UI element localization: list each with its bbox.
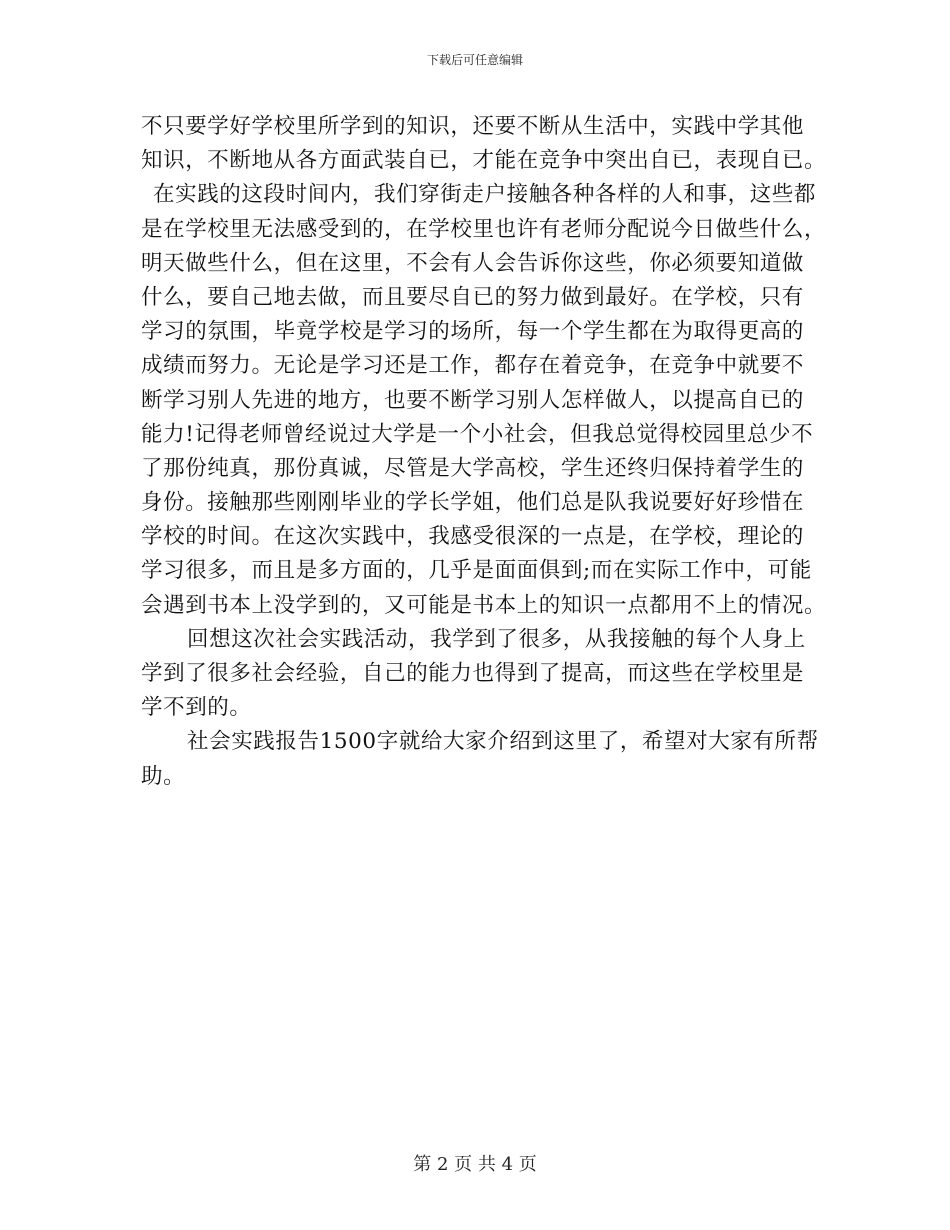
page-header: 下载后可任意编辑 bbox=[426, 53, 523, 67]
body-text bbox=[141, 110, 827, 794]
text-line: 学校的时间。在这次实践中，我感受很深的一点是，在学校，理论的 bbox=[141, 524, 805, 550]
text-line: 了那份纯真，那份真诚，尽管是大学高校，学生还终归保持着学生的 bbox=[141, 455, 805, 481]
text-line: 学习的氛围，毕竟学校是学习的场所，每一个学生都在为取得更高的 bbox=[141, 319, 805, 345]
text-line: 身份。接触那些刚刚毕业的学长学姐，他们总是队我说要好好珍惜在 bbox=[141, 490, 805, 516]
text-line: 学不到的。 bbox=[141, 695, 252, 721]
text-line: 学习很多，而且是多方面的，几乎是面面俱到;而在实际工作中，可能 bbox=[141, 558, 812, 584]
paragraph-start-line: 社会实践报告1500字就给大家介绍到这里了，希望对大家有所帮 bbox=[187, 729, 819, 755]
paragraph-start-line: 回想这次社会实践活动，我学到了很多，从我接触的每个人身上 bbox=[187, 626, 806, 652]
text-line: 会遇到书本上没学到的，又可能是书本上的知识一点都用不上的情况。 bbox=[141, 592, 827, 618]
page-number-footer: 第 2 页 共 4 页 bbox=[413, 1154, 537, 1175]
text-line: 能力!记得老师曾经说过大学是一个小社会，但我总觉得校园里总少不 bbox=[141, 421, 814, 447]
text-line: 知识，不断地从各方面武装自已，才能在竞争中突出自已，表现自已。 bbox=[141, 148, 827, 174]
text-line: 助。 bbox=[141, 763, 186, 789]
text-line: 学到了很多社会经验，自己的能力也得到了提高，而这些在学校里是 bbox=[141, 661, 805, 686]
text-line: 什么，要自己地去做，而且要尽自已的努力做到最好。在学校，只有 bbox=[141, 284, 805, 310]
text-line: 在实践的这段时间内，我们穿街走户接触各种各样的人和事，这些都 bbox=[153, 182, 817, 208]
text-line: 成绩而努力。无论是学习还是工作，都存在着竞争，在竞争中就要不 bbox=[141, 353, 805, 379]
text-line: 断学习别人先进的地方，也要不断学习别人怎样做人，以提高自已的 bbox=[141, 387, 805, 413]
text-line: 明天做些什么，但在这里，不会有人会告诉你这些，你必须要知道做 bbox=[141, 250, 805, 276]
text-line: 不只要学好学校里所学到的知识，还要不断从生活中，实践中学其他 bbox=[141, 114, 805, 139]
text-line: 是在学校里无法感受到的，在学校里也许有老师分配说今日做些什么， bbox=[141, 216, 827, 242]
